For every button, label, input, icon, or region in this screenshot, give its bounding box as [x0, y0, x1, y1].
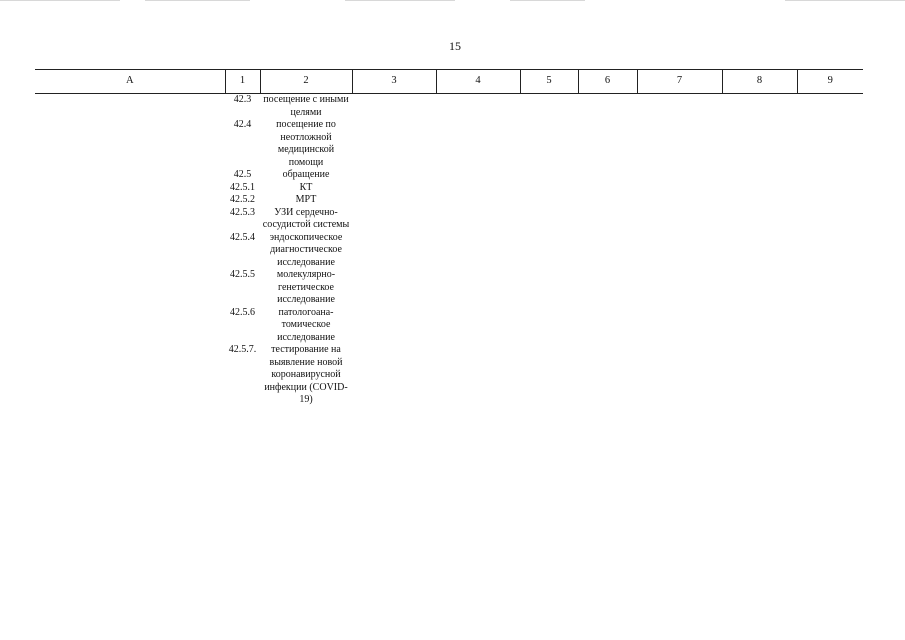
empty-cell: [578, 182, 637, 195]
empty-cell: [722, 269, 797, 307]
empty-cell: [578, 207, 637, 232]
empty-cell: [578, 232, 637, 270]
table-row: [35, 344, 863, 407]
empty-cell: [352, 232, 436, 270]
table-header-row: [35, 70, 863, 94]
empty-cell: [352, 344, 436, 407]
empty-cell: [722, 169, 797, 182]
empty-cell: [797, 232, 863, 270]
empty-cell: [578, 194, 637, 207]
row-label: посещение по неотложной медицинской помощи: [276, 119, 336, 168]
empty-cell: [637, 169, 722, 182]
empty-cell: [637, 182, 722, 195]
row-code: 42.5.6: [230, 306, 255, 318]
empty-cell: [578, 169, 637, 182]
empty-cell: [520, 119, 578, 169]
empty-cell: [436, 169, 520, 182]
empty-cell: [436, 344, 520, 407]
empty-cell: [520, 169, 578, 182]
scan-edge-mark: [0, 0, 120, 1]
scan-edge-mark: [785, 0, 905, 1]
column-header: 5: [520, 70, 578, 94]
empty-cell: [797, 207, 863, 232]
empty-cell: [352, 307, 436, 345]
page-number: 15: [449, 39, 461, 53]
row-label: МРТ: [295, 194, 317, 205]
empty-cell: [35, 119, 225, 169]
row-label: эндоскопическое диагностическое исследование: [269, 231, 343, 268]
empty-cell: [520, 94, 578, 120]
empty-cell: [722, 194, 797, 207]
empty-cell: [797, 307, 863, 345]
empty-cell: [578, 344, 637, 407]
empty-cell: [637, 307, 722, 345]
empty-cell: [797, 169, 863, 182]
empty-cell: [637, 269, 722, 307]
column-header: 2: [260, 70, 352, 94]
row-code: 42.5.7.: [228, 344, 257, 355]
empty-cell: [637, 232, 722, 270]
empty-cell: [436, 207, 520, 232]
empty-cell: [352, 182, 436, 195]
empty-cell: [578, 269, 637, 307]
table-row: [35, 169, 863, 182]
empty-cell: [35, 269, 225, 307]
row-label: обращение: [282, 169, 330, 180]
row-label: посещение с иными целями: [263, 94, 349, 118]
empty-cell: [637, 194, 722, 207]
empty-cell: [578, 94, 637, 120]
empty-cell: [35, 182, 225, 195]
empty-cell: [722, 94, 797, 120]
scan-edge-mark: [145, 0, 250, 1]
empty-cell: [352, 269, 436, 307]
empty-cell: [352, 119, 436, 169]
empty-cell: [722, 119, 797, 169]
column-header: 9: [797, 70, 863, 94]
row-label: тестирование на выявление новой коронавирусной инфекции (COVID-19): [264, 344, 348, 405]
empty-cell: [520, 307, 578, 345]
empty-cell: [436, 119, 520, 169]
table-row: [35, 94, 863, 120]
empty-cell: [520, 344, 578, 407]
empty-cell: [722, 344, 797, 407]
empty-cell: [520, 269, 578, 307]
empty-cell: [520, 207, 578, 232]
empty-cell: [35, 169, 225, 182]
empty-cell: [722, 182, 797, 195]
empty-cell: [722, 207, 797, 232]
scan-edge-mark: [510, 0, 585, 1]
empty-cell: [352, 94, 436, 120]
empty-cell: [35, 207, 225, 232]
empty-cell: [436, 232, 520, 270]
row-label: молекулярно-генетическое исследование: [276, 269, 336, 305]
empty-cell: [436, 182, 520, 195]
row-label: патологоана-томическое исследование: [277, 306, 335, 343]
empty-cell: [35, 232, 225, 270]
column-header: 4: [436, 70, 520, 94]
table-row: [35, 119, 863, 169]
column-header: 1: [225, 70, 260, 94]
empty-cell: [436, 307, 520, 345]
empty-cell: [797, 182, 863, 195]
column-header: 6: [578, 70, 637, 94]
row-code: 42.5.2: [230, 194, 255, 205]
row-code: 42.5.4: [230, 231, 255, 243]
scan-edge-mark: [345, 0, 455, 1]
empty-cell: [436, 269, 520, 307]
empty-cell: [797, 269, 863, 307]
row-code: 42.5.3: [230, 206, 255, 218]
table-row: [35, 207, 863, 232]
empty-cell: [722, 232, 797, 270]
empty-cell: [520, 194, 578, 207]
empty-cell: [352, 194, 436, 207]
empty-cell: [35, 307, 225, 345]
empty-cell: [436, 194, 520, 207]
empty-cell: [578, 119, 637, 169]
empty-cell: [578, 307, 637, 345]
empty-cell: [520, 232, 578, 270]
row-code: 42.5: [233, 169, 252, 180]
empty-cell: [35, 94, 225, 120]
row-label: УЗИ сердечно-сосудистой системы: [262, 206, 350, 230]
empty-cell: [352, 169, 436, 182]
row-code: 42.5.1: [230, 181, 255, 193]
empty-cell: [35, 194, 225, 207]
table-row: [35, 269, 863, 307]
empty-cell: [797, 119, 863, 169]
empty-cell: [637, 94, 722, 120]
table-row: [35, 232, 863, 270]
row-code: 42.5.5: [230, 269, 255, 280]
empty-cell: [637, 344, 722, 407]
empty-cell: [637, 207, 722, 232]
table-row: [35, 307, 863, 345]
row-label: КТ: [299, 181, 313, 193]
table-row: [35, 182, 863, 195]
table-row: [35, 194, 863, 207]
data-table: [35, 69, 863, 407]
empty-cell: [797, 94, 863, 120]
empty-cell: [797, 344, 863, 407]
empty-cell: [520, 182, 578, 195]
column-header: 7: [637, 70, 722, 94]
column-header: 8: [722, 70, 797, 94]
empty-cell: [35, 344, 225, 407]
column-header: 3: [352, 70, 436, 94]
row-code: 42.3: [233, 94, 252, 105]
empty-cell: [637, 119, 722, 169]
empty-cell: [797, 194, 863, 207]
empty-cell: [436, 94, 520, 120]
empty-cell: [722, 307, 797, 345]
row-code: 42.4: [233, 119, 252, 130]
column-header: А: [35, 70, 225, 94]
empty-cell: [352, 207, 436, 232]
